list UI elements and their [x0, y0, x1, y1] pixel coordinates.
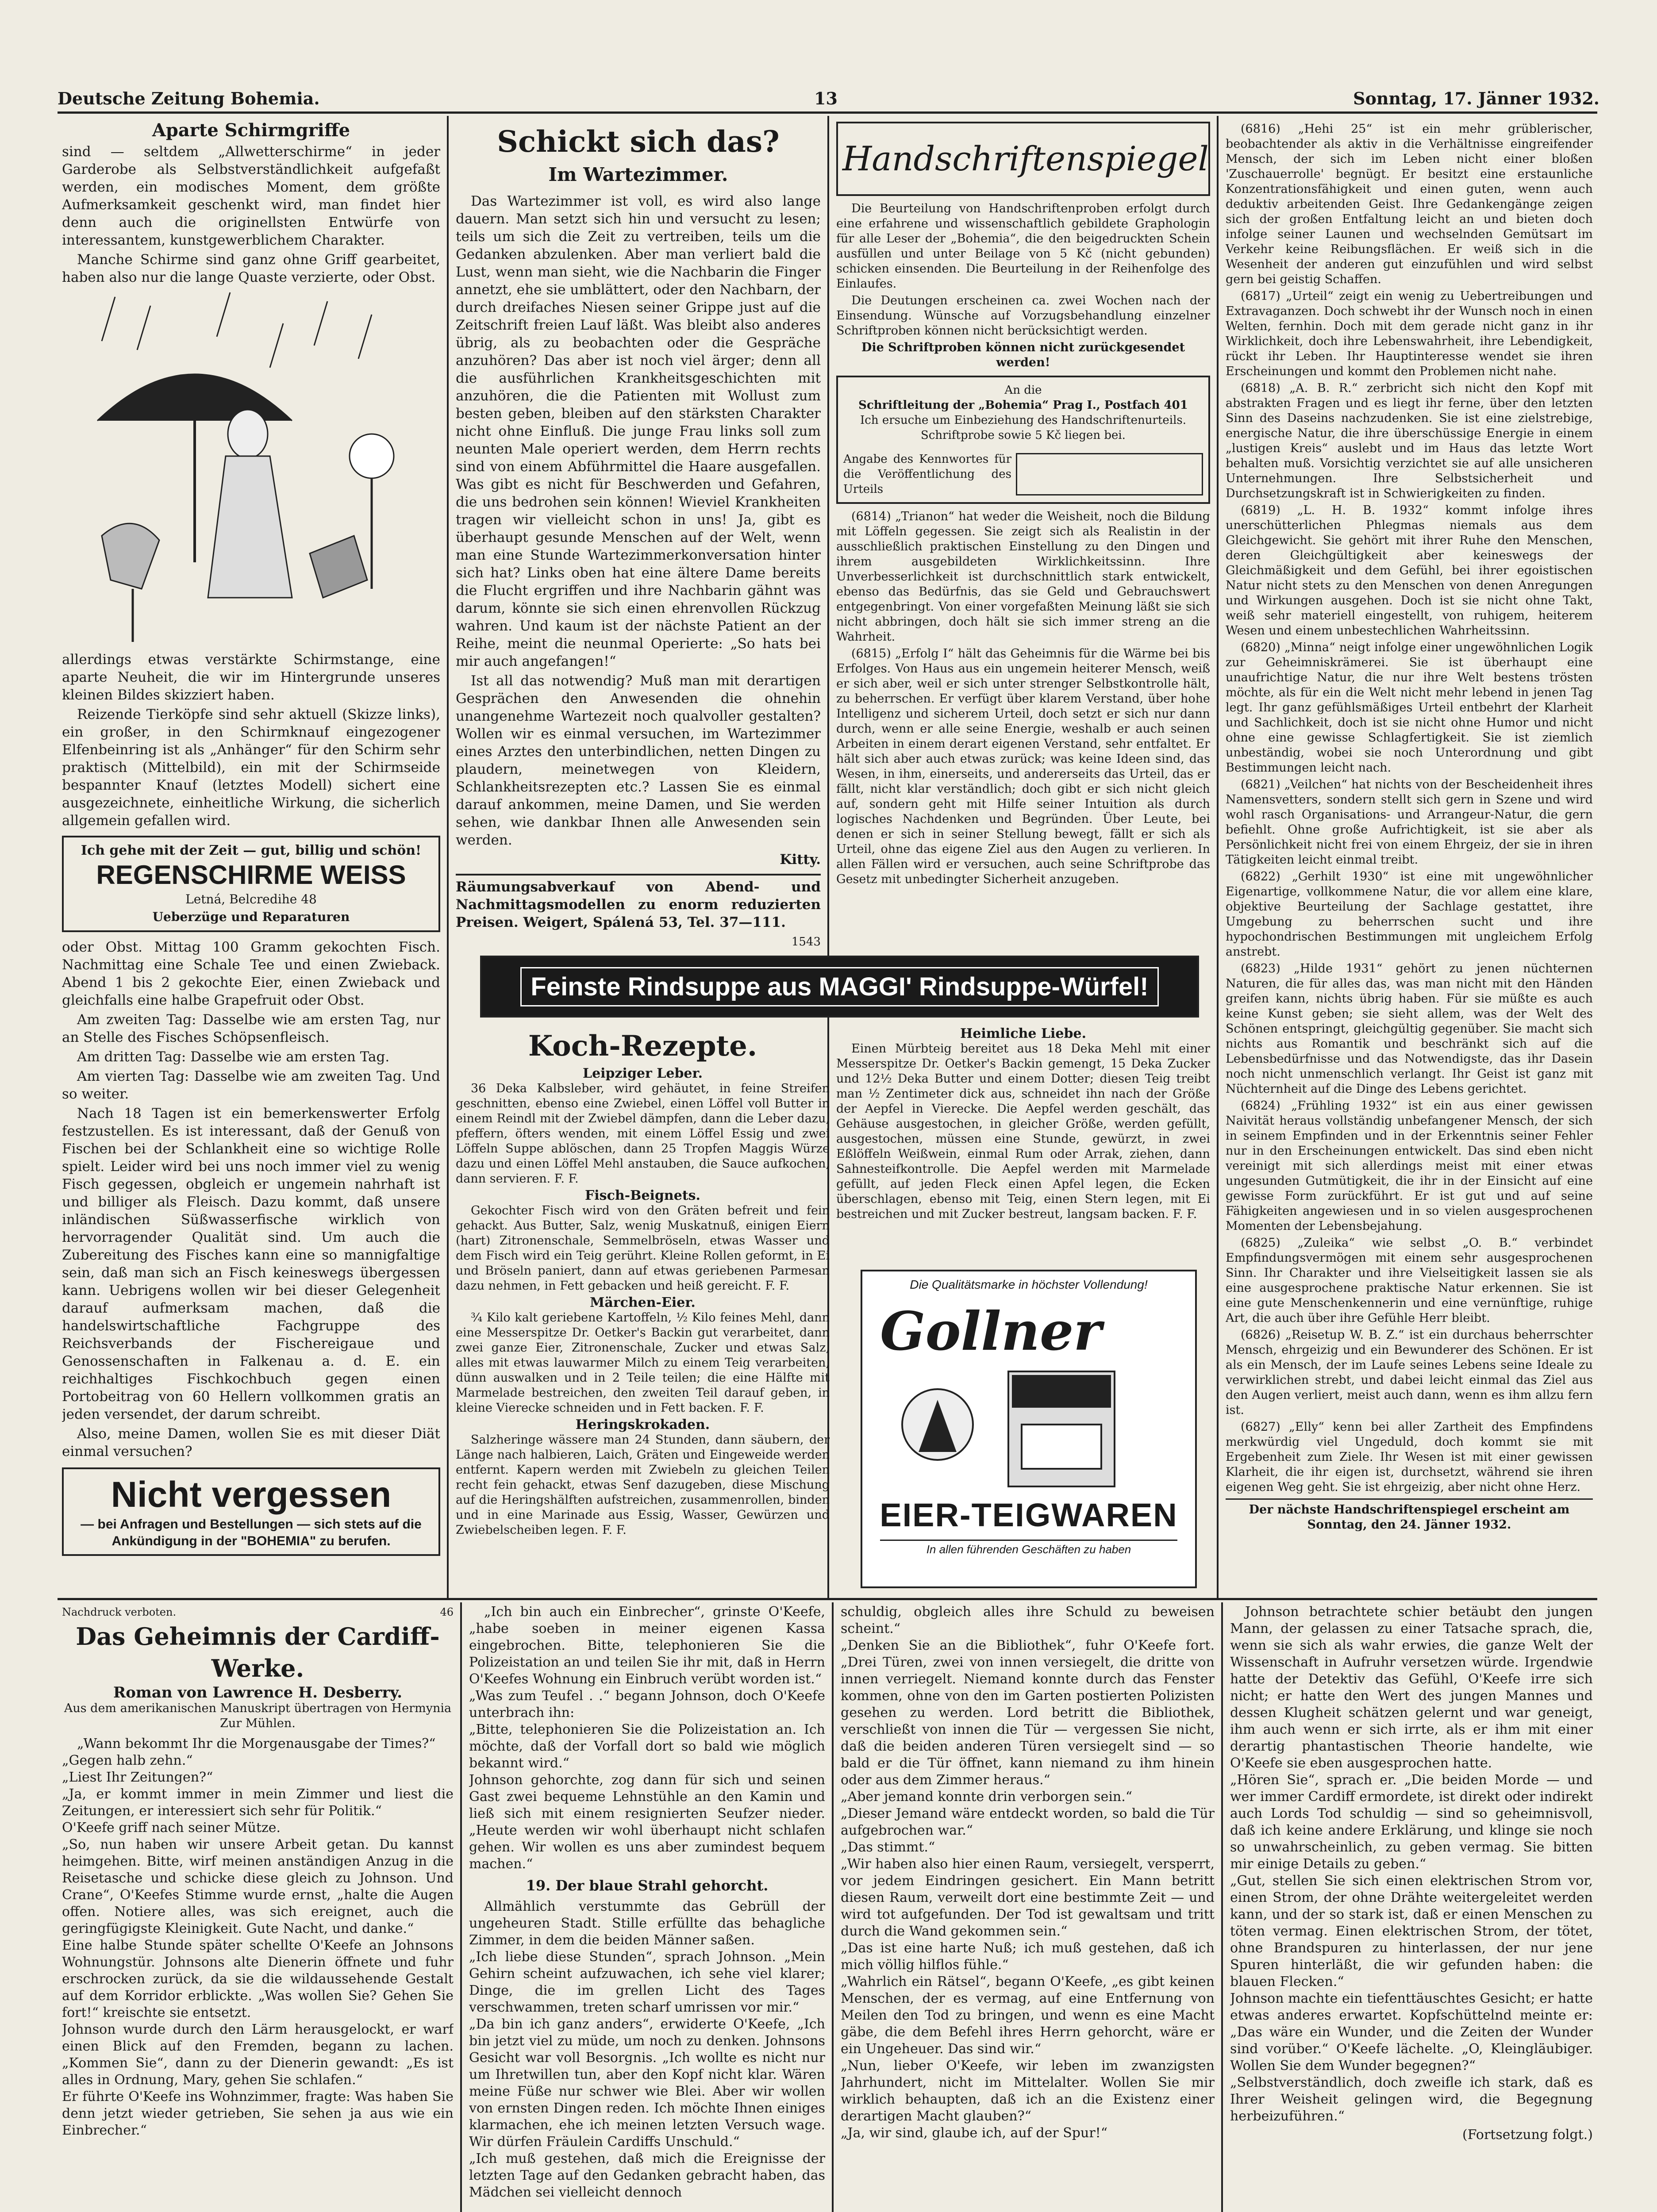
col-rule-1: [447, 116, 449, 1598]
diet-p5: Nach 18 Tagen ist ein bemerkenswerter Erfolg festzustellen. Es ist interessant, daß der Genuß von Fischen bei der Schlankheit eine so wichtige Rolle spielt. Leider wird bei uns noch immer viel zu wenig Fisch gegessen, obgleich er ungemein nahrhaft ist und billiger als Fleisch. Dazu kommt, daß unsere inländischen Süßwasserfische wirklich von hervorragender Qualität sind. Um auch die Zubereitung des Fisches kann eine so mannigfaltige sein, daß man sich an Fisch keineswegs übergessen kann. Uebrigens wollen wir bei dieser Gelegenheit darauf aufmerksam machen, daß die handelswirtschaftliche Fachgruppe des Reichsverbands der Fischereigaue und Genossenschaften in Falkenau a. d. E. ein reichhaltiges Fischkochbuch gegen einen Portobeitrag von 60 Hellern vollkommen gratis an jeden versendet, der darum schreibt.: [62, 1106, 440, 1422]
ad-gollner: [861, 1270, 1197, 1588]
nicht-vergessen-box: [62, 1467, 440, 1556]
etiquette-p1: Das Wartezimmer ist voll, es wird also lange dauern. Man setzt sich hin und versucht zu lesen; teils um sich die Zeit zu vertreiben, teils um die Gedanken abzulenken. Aber man verliert bald die Lust, wenn man sieht, wie die Nachbarin die Finger annetzt, ehe sie umblättert, oder den Nachbarn, der durch dreifaches Niesen seiner Grippe just auf die Zeitschrift freien Lauf läßt. Was bleibt also anderes übrig, als zu beobachten oder die Gespräche anzuhören? Das aber ist noch viel ärger; denn all die ausführlichen Krankheitsgeschichten mit anzuhören, die die Patienten mit Wollust zum besten geben, bleiben auf den stärksten Charakter nicht ohne Einfluß. Die junge Frau links soll zum neunten Male operiert werden, dem Herrn rechts sind von einem Abführmittel die Haare ausgefallen. Was gibt es nicht für Beschwerden und Gefahren, die uns bedrohen sein können! Wieviel Krankheiten tragen wir vielleicht schon in uns! Ja, gibt es überhaupt gesunde Menschen auf der Welt, wenn man eine Stunde Wartezimmerkonversation hinter sich hat? Links oben hat eine ältere Dame bereits die Flucht ergriffen und ihre Nachbarin gähnt was darum, könnte sie sich einen ehrenvollen Rückzug wahren. Und kaum ist der nächste Patient an der Reihe, meint die neunmal Operierte: „So hats bei mir auch angefangen!“: [456, 193, 821, 669]
recipes-left: [456, 1026, 830, 1593]
diet-p1: oder Obst. Mittag 100 Gramm gekochten Fisch. Nachmittag eine Schale Tee und einen Zwieback. Abend 1 bis 2 gekochte Eier, einen Zwieback und gleichfalls eine halbe Grapefruit oder Obst.: [62, 939, 440, 1008]
novel-column-3: [841, 1604, 1215, 2212]
novel-rule-1: [460, 1602, 462, 2212]
novel-text-3: schuldig, obgleich alles ihre Schuld zu beweisen scheint.“ „Denken Sie an die Bibliothek“, fuhr O'Keefe fort. „Drei Türen, zwei von innen versiegelt, die dritte von innen verriegelt. Niemand konnte durch das Fenster kommen, ohne von den im Garten postierten Polizisten gesehen zu werden. Lord betritt die Bibliothek, verschließt von innen die Tür — vergessen Sie nicht, daß die beiden anderen Türen versiegelt sind — so bald er die Tür öffnet, kann niemand zu ihm hinein oder aus dem Zimmer heraus.“ „Aber jemand konnte drin verborgen sein.“ „Dieser Jemand wäre entdeckt worden, so bald die Tür aufgebrochen war.“ „Das stimmt.“ „Wir haben also hier einen Raum, versiegelt, versperrt, vor jedem Eindringen gesichert. Ein Mann betritt diesen Raum, verweilt dort eine bestimmte Zeit — und wird tot aufgefunden. Der Tod ist gewaltsam und tritt durch die Wand gekommen sein.“ „Das ist eine harte Nuß; ich muß gestehen, daß ich mich völlig hilflos fühle.“ „Wahrlich ein Rätsel“, begann O'Keefe, „es gibt keinen Menschen, der es vermag, auf eine Entfernung von Meilen den Tod zu bringen, und wenn es eine Macht gäbe, die dem Befehl ihres Herrn gehorcht, wäre er ein Ungeheuer. Das sind wir.“ „Nun, lieber O'Keefe, wir leben im zwanzigsten Jahrhundert, nicht im Mittelalter. Wollen Sie mir wirklich behaupten, daß ich an die Existenz einer derartigen Macht glauben?“ „Ja, wir sind, glaube ich, auf der Spur!“: [841, 1604, 1215, 2141]
nicht-vergessen-title: Nicht vergessen: [111, 1475, 392, 1515]
umbrella-p4: Reizende Tierköpfe sind sehr aktuell (Skizze links), ein großer, in den Schirmknauf eingezogener Elfenbeinring ist als „Anhänger“ für den Schirm sehr praktisch (Mittelbild), ein mit der Schirmseide bespannter Knauf (letztes Modell) sichert eine ausgezeichnete, einheitliche Wirkung, die sicherlich allgemein gefallen wird.: [62, 707, 440, 829]
recipe-4-title: Heringskrokaden.: [575, 1417, 710, 1432]
review-6827: (6827) „Elly“ kenn bei aller Zartheit des Empfindens merkwürdig viel Ungeduld, doch kommt sie mit Ergebenheit zum Ziele. Ihr Wesen ist mit einer gewissen Klarheit, die ihr eigen ist, durchsetzt, während sie ihren eigenen Weg geht. Sie ist ehrgeizig, aber nicht ohne Herz.: [1226, 1420, 1593, 1494]
diet-p2: Am zweiten Tag: Dasselbe wie am ersten Tag, nur an Stelle des Fisches Schöpsenfleisch.: [62, 1012, 440, 1045]
recipe-3: ¾ Kilo kalt geriebene Kartoffeln, ½ Kilo feines Mehl, dann eine Messerspitze Dr. Oetker's Backin gut verarbeitet, dann zwei ganze Eier, Zitronenschale, Zucker und etwas Salz, alles mit etwas lauwarmer Milch zu einem Teig verarbeiten, dünn auswalken und in 2 Teile teilen; die eine Hälfte mit Marmelade bestreichen, den zweiten Teil darauf geben, in kleine Vierecke schneiden und in Fett backen. F. F.: [456, 1311, 830, 1415]
handwriting-intro: Die Beurteilung von Handschriftenproben erfolgt durch eine erfahrene und wissenschaftlich gebildete Graphologin für alle Leser der „Bohemia“, die den beigedruckten Schein ausfüllen und unter Beilage von 5 Kč (nicht gebunden) schicken einsenden. Die Beurteilung in der Reihenfolge des Einlaufes.: [836, 202, 1210, 291]
novel-column-4: [1230, 1604, 1593, 2212]
recipe-5-title: Heimliche Liebe.: [960, 1026, 1087, 1041]
novel-column-1: [62, 1604, 454, 2212]
review-6818: (6818) „A. B. R.“ zerbricht sich nicht den Kopf mit abstrakten Fragen und es liegt ihr ferne, über den letzten Sinn des Daseins nachzudenken. Sie ist eine zielstrebige, energische Natur, die ihre überschüssige Energie in einem „lustigen Kreis“ auslebt und im Haus das letzte Wort behalten muß. Vorsichtig verzichtet sie auf alle unsicheren Unternehmungen. Ihre Selbstsicherheit und Durchsetzungskraft ist in Schwierigkeiten zu finden.: [1226, 381, 1593, 500]
col-rule-3: [1217, 116, 1219, 1598]
recipes-title: Koch-Rezepte.: [528, 1029, 757, 1063]
column-2: [456, 122, 821, 971]
ad-regenschirme-weiss: [62, 836, 440, 932]
recipe-2-title: Fisch-Beignets.: [584, 1188, 701, 1203]
novel-text-4: Johnson betrachtete schier betäubt den jungen Mann, der gelassen zu einer Tatsache sprach, die, wenn sie sich als wahr erwies, die ganze Welt der Wissenschaft in Aufruhr versetzen würde. Irgendwie hatte der Detektiv das Gefühl, O'Keefe irre sich nicht; er hatte den Wert des jungen Mannes und dessen Klugheit schätzen gelernt und war geneigt, ihm auch wenn er sich irrte, als er ihm mit einer derartig phantastischen Theorie handelte, wie O'Keefe sie eben ausgesprochen hatte. „Hören Sie“, sprach er. „Die beiden Morde — und wer immer Cardiff ermordete, ist direkt oder indirekt auch Lords Tod schuldig — sind so geheimnisvoll, daß ich keine andere Erklärung, und klinge sie noch so unwahrscheinlich, zu geben vermag. Sie bitten mir einige Details zu geben.“ „Gut, stellen Sie sich einen elektrischen Strom vor, einen Strom, der ohne Drähte weitergeleitet werden kann, und der so stark ist, daß er einen Menschen zu töten vermag. Einen elektrischen Strom, der tötet, ohne Brandspuren zu hinterlassen, der nur jene Spuren hinterläßt, die wir gefunden haben: die blauen Flecken.“ Johnson machte ein tiefenttäuschtes Gesicht; er hatte etwas anderes erwartet. Kopfschüttelnd meinte er: „Das wäre ein Wunder, und die Zeiten der Wunder sind vorüber.“ O'Keefe lächelte. „O, Kleingläubiger. Wollen Sie dem Wunder begegnen?“ „Selbstverständlich, doch zweifle ich stark, daß es Ihrer Weisheit gelingen wird, die Begegnung herbeizuführen.“: [1230, 1604, 1593, 2124]
section-rule: [58, 1598, 1597, 1600]
umbrella-p2: Manche Schirme sind ganz ohne Griff gearbeitet, haben also nur die lange Quaste verzierte, oder Obst.: [62, 252, 440, 285]
novel-continued: (Fortsetzung folgt.): [1462, 2127, 1593, 2143]
review-6820: (6820) „Minna“ neigt infolge einer ungewöhnlichen Logik zur Geheimniskrämerei. Sie ist überhaupt eine unaufrichtige Natur, die nur ihre Welt bestens trösten möchte, als für ein die Welt nicht mehr lebend in jenen Tag legt. Ihr ganz gefühlsmäßiges Urteil entbehrt der Klarheit und Sachlichkeit, doch ist sie nicht ohne Humor und nicht ohne eine gewisse Schlagfertigkeit. Sie ist ziemlich unbeständig, wobei sie noch Unterordnung und gibt Bestimmungen leicht nach.: [1226, 641, 1593, 775]
novel-text-2: „Ich bin auch ein Einbrecher“, grinste O'Keefe, „habe soeben in meiner eigenen Kassa eingebrochen. Bitte, telephonieren Sie die Polizeistation an und teilen Sie ihr mit, daß in Herrn O'Keefes Wohnung ein Einbruch verübt worden ist.“ „Was zum Teufel . .“ begann Johnson, doch O'Keefe unterbrach ihn: „Bitte, telephonieren Sie die Polizeistation an. Ich möchte, daß der Vorfall dort so bald wie möglich bekannt wird.“ Johnson gehorchte, zog dann für sich und seinen Gast zwei bequeme Lehnstühle an den Kamin und ließ sich mit einem resignierten Seufzer nieder. „Heute werden wir wohl überhaupt nicht schlafen gehen. Wir wollen es uns aber zumindest bequem machen.“: [469, 1604, 825, 1872]
gollner-footer: In allen führenden Geschäften zu haben: [880, 1540, 1177, 1556]
novel-notice: Nachdruck verboten.: [62, 1606, 177, 1618]
ad-weiss-name: REGENSCHIRME WEISS: [96, 860, 406, 890]
coupon-field-label: Angabe des Kennwortes für die Veröffentlichung des Urteils: [843, 453, 1011, 496]
umbrella-p3: allerdings etwas verstärkte Schirmstange, eine aparte Neuheit, die wir im Hintergrunde unseres kleinen Bildes skizziert haben.: [62, 652, 440, 703]
umbrella-intro: sind — seltdem „Allwetterschirme“ in jeder Garderobe als Selbstverständlichkeit aufgefaßt werden, ein modisches Moment, dem größte Aufmerksamkeit geschenkt wird, man findet hier denn auch die originellsten Entwürfe von interessantem, kunstgewerblichem Charakter.: [62, 144, 440, 248]
review-6816: (6816) „Hehi 25“ ist ein mehr grüblerischer, beobachtender als aktiv in die Verhältnisse eingreifender Mensch, der sich im Leben nicht einer bloßen 'Zuschauerrolle' begnügt. Er besitzt eine erstaunliche Konzentrationsfähigkeit und einen guten, wenn auch deduktiv arbeitenden Geist. Ihre Gedankengänge zeigen sich der großen Entfaltung leicht an und bieten doch infolge seiner Launen und wechselnden Gemütsart im Verkehr keine Reibungsflächen. Er weiß sich in die Wesenheit der anderen gut einzufühlen und wird selbst gern bei geistig Schaffen.: [1226, 122, 1593, 286]
novel-column-2: [469, 1604, 825, 2212]
coupon-address: Schriftleitung der „Bohemia“ Prag I., Postfach 401: [858, 399, 1188, 412]
review-6821: (6821) „Veilchen“ hat nichts von der Bescheidenheit ihres Namensvetters, sondern stellt sich gern in Szene und wird wohl rasch Organisations- und Arrangeur-Natur, die gern befiehlt. Ohne große Aufrichtigkeit, ist sie aber als Persönlichkeit nicht frei von einem Ehrgeiz, der sie in ihren Tätigkeiten leicht einmal treibt.: [1226, 778, 1593, 867]
gollner-brand: Gollner: [880, 1300, 1102, 1363]
ad-weiss-slogan: Ich gehe mit der Zeit — gut, billig und schön!: [81, 843, 422, 858]
gollner-tagline: Die Qualitätsmarke in höchster Vollendung!: [910, 1278, 1148, 1291]
recipe-2: Gekochter Fisch wird von den Gräten befreit und fein gehackt. Aus Butter, Salz, wenig Muskatnuß, einigen Eiern (hart) Zitronenschale, Semmelbröseln, etwas Wasser und dem Fisch wird ein Teig gerührt. Kleine Rollen geformt, in Ei und Bröseln paniert, dann auf etwas geriebenen Parmesan dazu nehmen, in Fett gebacken und heiß gereicht. F. F.: [456, 1204, 830, 1293]
novel-text-1: „Wann bekommt Ihr die Morgenausgabe der Times?“ „Gegen halb zehn.“ „Liest Ihr Zeitungen?“ „Ja, er kommt immer in mein Zimmer und liest die Zeitungen, er interessiert sich sehr für Politik.“ O'Keefe griff nach seiner Mütze. „So, nun haben wir unsere Arbeit getan. Du kannst heimgehen. Bitte, wirf meinen anständigen Anzug in die Reisetasche und schicke diese gleich zu Johnson. Und Crane“, O'Keefes Stimme wurde ernst, „halte die Augen offen. Notiere alles, was sich ereignet, auch die geringfügigste Kleinigkeit. Gute Nacht, und danke.“ Eine halbe Stunde später schellte O'Keefe an Johnsons Wohnungstür. Johnsons alte Dienerin öffnete und fuhr erschrocken zurück, da sie die wildaussehende Gestalt auf dem Korridor erblickte. „Was wollen Sie? Gehen Sie fort!“ kreischte sie entsetzt. Johnson wurde durch den Lärm herausgelockt, er warf einen Blick auf den Fremden, begann zu lachen. „Kommen Sie“, dann zu der Dienerin gewandt: „Es ist alles in Ordnung, Mary, gehen Sie schlafen.“ Er führte O'Keefe ins Wohnzimmer, fragte: Was haben Sie denn jetzt wieder getrieben, Sie sehen ja aus wie ein Einbrecher.“: [62, 1736, 454, 2138]
gollner-product: EIER-TEIGWAREN: [880, 1497, 1178, 1533]
review-6814: (6814) „Trianon“ hat weder die Weisheit, noch die Bildung mit Löffeln gegessen. Sie zeigt sich als Realistin in der ausschließlich praktischen Einstellung zu den Dingen und ihrem ausgebildeten Wirklichkeitssinn. Ihre Unverbesserlichkeit ist durchschnittlich stark entwickelt, ebenso das Bedürfnis, das sie Geld und Gebrauchswert entgegenbringt. Von einer vorgefaßten Meinung läßt sie sich nicht abbringen, doch hält sie sich immer streng an die Wahrheit.: [836, 510, 1210, 644]
header-rule: [58, 111, 1597, 114]
umbrella-drawing-icon: [62, 288, 440, 651]
header-paper-name: Deutsche Zeitung Bohemia.: [58, 88, 320, 108]
review-6822: (6822) „Gerhilt 1930“ ist eine mit ungewöhnlicher Eigenartige, vollkommene Natur, die vor allem eine klare, objektive Beurteilung der Sachlage gestattet, ihre Umgebung zu beherrschen sucht und ihre hypochondrischen Bestimmungen mit ungleichem Erfolg anstrebt.: [1226, 870, 1593, 959]
ad-weiss-service: Ueberzüge und Reparaturen: [152, 910, 350, 924]
handwriting-coupon: [836, 376, 1210, 504]
gollner-package-icon: [862, 1363, 1199, 1495]
novel-rule-2: [832, 1602, 834, 2212]
novel-rule-3: [1221, 1602, 1223, 2212]
novel-translation: Aus dem amerikanischen Manuskript übertragen von Hermynia Zur Mühlen.: [64, 1701, 452, 1730]
review-6819: (6819) „L. H. B. 1932“ kommt infolge ihres unerschütterlichen Phlegmas niemals aus dem Gleichgewicht. Sie gehört mit ihrer Ruhe den Menschen, deren Gleichgültigkeit aber keineswegs der Gleichmäßigkeit und dem Gefühl, bei ihrer egoistischen Natur nicht stets zu den Menschen von denen Anregungen und Wirkungen ausgehen. Doch ist sie nicht ohne Takt, weiß sehr materiell eingestellt, von ruhigem, heiterem Wesen und einem unbestechlichen Wahrheitssinn.: [1226, 503, 1593, 637]
novel-number: 46: [440, 1606, 454, 1618]
sale-notice-number: 1543: [791, 935, 821, 949]
umbrella-illustration: [62, 288, 440, 651]
sale-notice: Räumungsabverkauf von Abend- und Nachmittagsmodellen zu enorm reduzierten Preisen. Weigert, Spálená 53, Tel. 37—111.: [456, 879, 821, 930]
etiquette-signature: Kitty.: [780, 852, 821, 868]
handwriting-title-box: [836, 122, 1210, 196]
maggi-banner: [480, 956, 1199, 1018]
novel-title: Das Geheimnis der Cardiff-Werke.: [76, 1622, 440, 1682]
etiquette-title: Schickt sich das?: [497, 124, 780, 159]
handwriting-next-notice: Der nächste Handschriftenspiegel erscheint am Sonntag, den 24. Jänner 1932.: [1226, 1498, 1593, 1532]
recipe-5: Einen Mürbteig bereitet aus 18 Deka Mehl mit einer Messerspitze Dr. Oetker's Backin gemengt, 15 Deka Zucker und 12½ Deka Butter und einem Dotter; diesen Teig treibt man ½ Zentimeter dick aus, schneidet ihn nach der Größe der Aepfel in Vierecke. Die Aepfel werden geschält, das Gehäuse ausgestochen, in gleicher Größe, werden gefüllt, ausgestochen, müssen eine Stunde, gewürzt, in zwei Eßlöffeln Weißwein, einmal Rum oder Arrak, ziehen, dann Sahnesteifkontrolle. Die Aepfel werden mit Marmelade gefüllt, auf jeden Fleck einen Apfel legen, die Ecken überschlagen, ebenso mit Teig, einen Stern legen, mit Ei bestreichen und mit Zucker bestreut, langsam backen. F. F.: [836, 1042, 1210, 1221]
handwriting-p2: Die Deutungen erscheinen ca. zwei Wochen nach der Einsendung. Wünsche auf Vorzugsbehandlung einzelner Schriftproben können nicht berücksichtigt werden.: [836, 294, 1210, 338]
novel-subtitle: Roman von Lawrence H. Desberry.: [113, 1684, 403, 1701]
header-date: Sonntag, 17. Jänner 1932.: [1353, 88, 1599, 108]
maggi-banner-text: Feinste Rindsuppe aus MAGGI' Rindsuppe-Würfel!: [520, 967, 1158, 1006]
coupon-to: An die: [1004, 384, 1042, 397]
etiquette-p2: Ist all das notwendig? Muß man mit derartigen Gesprächen den Anwesenden die ohnehin unangenehme Wartezeit noch qualvoller gestalten? Wollen wir es einmal versuchen, im Wartezimmer eines Arztes den unterbindlichen, netten Dingen zu plaudern, meinetwegen von Kleidern, Schlankheitsrezepten etc.? Lassen Sie es einmal darauf ankommen, meine Damen, und Sie werden sehen, wie dankbar Ihnen alle Anwesenden sein werden.: [456, 673, 821, 848]
review-6823: (6823) „Hilde 1931“ gehört zu jenen nüchternen Naturen, die für alles das, was man nicht mit den Händen greifen kann, nichts übrig haben. Für sie müßte es auch keine Kunst geben; sie sieht allem, was der Welt des Schönen entspringt, gleichgültig gegenüber. Sie macht sich nichts aus Romantik und beschränkt sich auf die Lebensbedürfnisse und das Notwendigste, das ihr Dasein noch nicht unmenschlich verlangt. Ihr Geist ist ganz mit Nüchternheit auf die Dinge des Lebens gerichtet.: [1226, 962, 1593, 1096]
recipe-1: 36 Deka Kalbsleber, wird gehäutet, in feine Streifen geschnitten, ebenso eine Zwiebel, einen Löffel voll Butter in einem Reindl mit der Zwiebel dämpfen, dann die Leber dazu, pfeffern, öfters wenden, mit einem Löffel Essig und zwei Löffeln Suppe ablöschen, dann 25 Tropfen Maggis Würze dazu und einen Löffel Mehl anstauben, die Sauce aufkochen, dann servieren. F. F.: [456, 1082, 830, 1186]
umbrella-title: Aparte Schirmgriffe: [152, 122, 350, 141]
ad-weiss-address: Letná, Belcredihe 48: [185, 892, 317, 906]
recipes-right: [836, 1026, 1210, 1274]
coupon-field-input[interactable]: [1016, 453, 1203, 495]
column-1: [62, 122, 440, 1590]
review-6824: (6824) „Frühling 1932“ ist ein aus einer gewissen Naivität heraus vollständig unbefangener Mensch, der sich in seinem Empfinden und in der Erkenntnis seiner Fehler nur in den Erscheinungen entwickelt. Das sind eben nicht vereinigt mit sich allerdings meist mit einer etwas ungesunden Gutmütigkeit, die ihr in der Einsicht auf eine gewisse Form zurückführt. Er ist gut und auf seine Fähigkeiten angewiesen und in so vielen ausgesprochenen Momenten der Lebensbejahung.: [1226, 1099, 1593, 1233]
recipe-4: Salzheringe wässere man 24 Stunden, dann säubern, der Länge nach halbieren, Laich, Gräten und Eingeweide werden entfernt. Kapern werden mit Zwiebeln zu gleichen Teilen recht fein gehackt, etwas Senf dazugeben, diese Mischung auf die Heringshälften aufstreichen, zusammenrollen, binden und in eine Marinade aus Essig, Wasser, Gewürzen und Zwiebelscheiben legen. F. F.: [456, 1433, 830, 1537]
review-6815: (6815) „Erfolg I“ hält das Geheimnis für die Wärme bei bis Erfolges. Von Haus aus ein ungemein heiterer Mensch, weiß er sich aber, weil er sich unter strenger Selbstkontrolle hält, zu beherrschen. Er verfügt über klarem Verstand, über hohe Intelligenz und sicherem Urteil, doch setzt er sich nur dann durch, wenn er alle seine Energie, weshalb er auch seinen Arbeiten in einem derart eigenen Verstand, sehr entfaltet. Er hält sich aber auch etwas zurück; was keine Ideen sind, das Wesen, in ihm, einerseits, und andererseits das Urteil, das er fällt, nicht klar verständlich; doch gibt er sich nicht gleich auf, sondern geht mit Hilfe seiner Intuition als durch logisches Nachdenken und Begründen. Über Leute, bei denen er sich in seiner Stellung bewegt, fällt er sich als Urteil, ohne das eigene Ziel aus den Augen zu verlieren. In allen Fällen wird er versuchen, auch seine Schriftprobe das Gesetz mit unbedingter Sicherheit anzugeben.: [836, 647, 1210, 886]
novel-chapter-title: 19. Der blaue Strahl gehorcht.: [526, 1877, 769, 1894]
nicht-vergessen-text: — bei Anfragen und Bestellungen — sich stets auf die Ankündigung in der "BOHEMIA" zu berufen.: [81, 1517, 422, 1548]
review-6826: (6826) „Reisetup W. B. Z.“ ist ein durchaus beherrschter Mensch, ehrgeizig und ein Bewunderer des Schönen. Er ist als ein Mensch, der im Laufe seines Lebens seine Ideale zu verwirklichen strebt, und dabei leicht einmal das Ziel aus den Augen verliert, meist auch dann, wenn es ihm allzu fern ist.: [1226, 1328, 1593, 1417]
etiquette-subtitle: Im Wartezimmer.: [548, 164, 728, 185]
diet-p3: Am dritten Tag: Dasselbe wie am ersten Tag.: [77, 1049, 390, 1065]
diet-p6: Also, meine Damen, wollen Sie es mit dieser Diät einmal versuchen?: [62, 1426, 440, 1459]
review-6817: (6817) „Urteil“ zeigt ein wenig zu Uebertreibungen und Extravaganzen. Doch schwebt ihr der Wunsch noch in einen Welten, fernhin. Doch mit dem gerade nicht ganz in ihr Wirklichkeit, doch ihre Lebenswahrheit, ihre Lebendigkeit, rückt ihr Leben. Ihr Hauptinteresse wendet sie ihren Erscheinungen und kommt den Problemen nicht nahe.: [1226, 289, 1593, 378]
handwriting-title: Handschriftenspiegel: [842, 139, 1209, 178]
recipe-1-title: Leipziger Leber.: [582, 1066, 703, 1081]
header-page-number: 13: [814, 88, 838, 108]
column-4: [1226, 122, 1593, 1590]
review-6825: (6825) „Zuleika“ wie selbst „O. B.“ verbindet Empfindungsvermögen mit einem sehr ausgesprochenen Sinn. Ihr Charakter und ihre Vielseitigkeit lassen sie als eine ausgesprochene praktische Natur erkennen. Sie ist eine gute Menschenkennerin und eine vernünftige, ruhige Art, die auch über ihre Gefühle Herr bleibt.: [1226, 1236, 1593, 1325]
column-3: [836, 122, 1210, 971]
diet-p4: Am vierten Tag: Dasselbe wie am zweiten Tag. Und so weiter.: [62, 1068, 440, 1102]
coupon-request: Ich ersuche um Einbeziehung des Handschriftenurteils. Schriftprobe sowie 5 Kč liegen bei.: [860, 414, 1187, 442]
handwriting-p3: Die Schriftproben können nicht zurückgesendet werden!: [861, 341, 1185, 369]
novel-text-2b: Allmählich verstummte das Gebrüll der ungeheuren Stadt. Stille erfüllte das behagliche Zimmer, in dem die beiden Männer saßen. „Ich liebe diese Stunden“, sprach Johnson. „Mein Gehirn scheint aufzuwachen, ich sehe viel klarer; Dinge, die im grellen Licht des Tages verschwammen, treten scharf umrissen vor mir.“ „Da bin ich ganz anders“, erwiderte O'Keefe, „Ich bin jetzt viel zu müde, um noch zu denken. Johnsons Gesicht war voll Besorgnis. „Ich wollte es nicht nur um Ihretwillen tun, aber den Kopf nicht klar. Wären meine Füße nur schwer wie Blei. Aber wir wollen von ernsten Dingen reden. Ich möchte Ihnen einiges klarmachen, ehe ich meinen letzten Versuch wage. Wir dürfen Fräulein Cardiffs Unschuld.“ „Ich muß gestehen, daß mich die Ereignisse der letzten Tage auf den Gedanken gebracht haben, das Mädchen sei vielleicht dennoch: [469, 1899, 825, 2200]
recipe-3-title: Märchen-Eier.: [590, 1295, 696, 1310]
